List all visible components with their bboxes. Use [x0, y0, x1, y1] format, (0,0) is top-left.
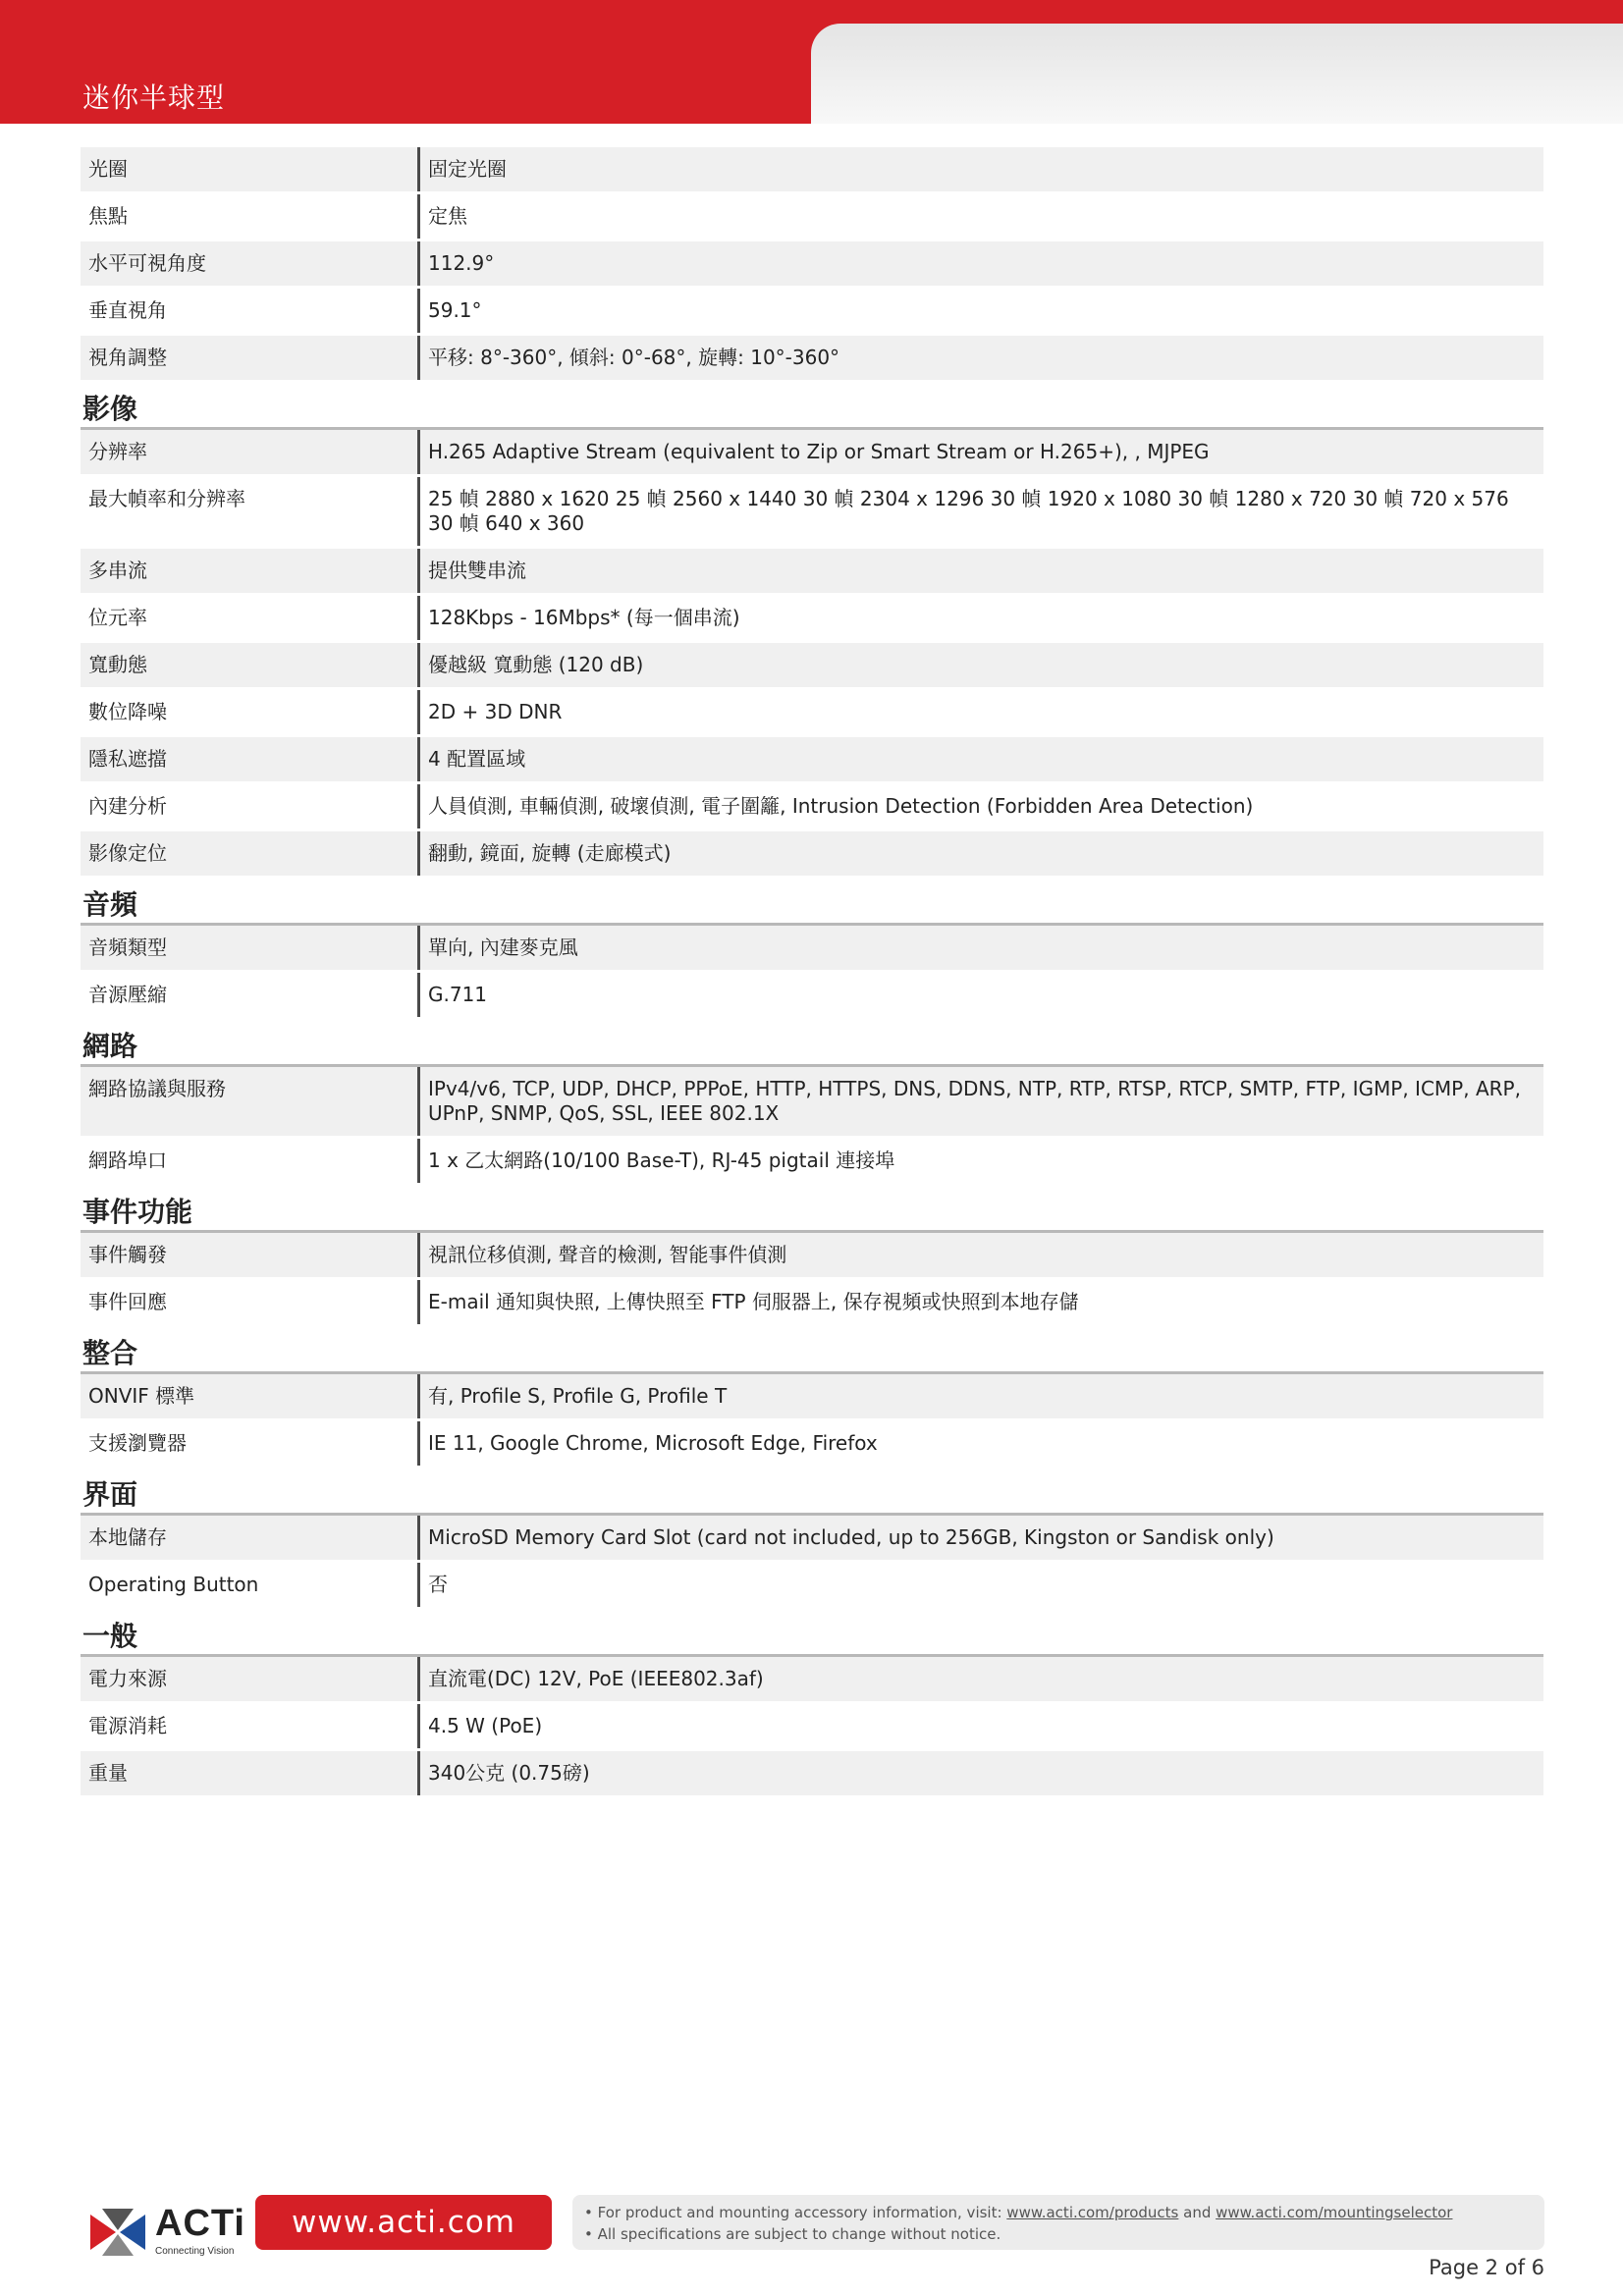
note-text: • For product and mounting accessory information, visit: [584, 2204, 1007, 2221]
spec-row [81, 737, 1543, 784]
spec-label: 最大幀率和分辨率 [88, 487, 245, 510]
spec-label: 數位降噪 [88, 700, 167, 723]
spec-row [81, 430, 1543, 477]
spec-row [81, 1280, 1543, 1327]
spec-label: 視角調整 [81, 336, 417, 380]
spec-value: 人員偵測, 車輛偵測, 破壞偵測, 電子圍籬, Intrusion Detection (Forbidden Area Detection) [417, 784, 1543, 828]
spec-label: 音頻類型 [81, 926, 417, 970]
spec-row [81, 1563, 1543, 1610]
spec-value: 112.9° [417, 241, 1543, 286]
spec-value: MicroSD Memory Card Slot (card not included, up to 256GB, Kingston or Sandisk only) [417, 1516, 1543, 1560]
logo-text: ACTi [155, 2203, 245, 2244]
spec-label: 音源壓縮 [88, 983, 167, 1006]
spec-label: 垂直視角 [88, 298, 167, 322]
spec-value: 否 [417, 1563, 1543, 1607]
spec-label: Operating Button [88, 1573, 259, 1596]
spec-value: 340公克 (0.75磅) [417, 1751, 1543, 1795]
spec-label: 寬動態 [81, 643, 417, 687]
spec-value: 1 x 乙太網路(10/100 Base-T), RJ-45 pigtail 連接埠 [417, 1139, 1543, 1183]
spec-label: 本地儲存 [81, 1516, 417, 1560]
spec-label: 焦點 [88, 204, 128, 228]
section-title: 界面 [81, 1468, 1543, 1516]
spec-row [81, 643, 1543, 690]
spec-row [81, 1704, 1543, 1751]
page-footer [0, 2179, 1623, 2296]
spec-label: 電力來源 [81, 1657, 417, 1701]
mounting-selector-link[interactable]: www.acti.com/mountingselector [1216, 2204, 1453, 2221]
spec-value: 固定光圈 [417, 147, 1543, 191]
spec-row [81, 1421, 1543, 1468]
acti-logo [88, 2203, 245, 2262]
section-title: 整合 [81, 1327, 1543, 1374]
spec-label: 重量 [81, 1751, 417, 1795]
spec-row [81, 289, 1543, 336]
spec-value: G.711 [417, 973, 1543, 1017]
spec-label: 影像定位 [81, 831, 417, 876]
acti-logo-icon [88, 2207, 147, 2258]
spec-value: IE 11, Google Chrome, Microsoft Edge, Firefox [417, 1421, 1543, 1466]
spec-label: 內建分析 [88, 794, 167, 818]
products-link[interactable]: www.acti.com/products [1006, 2204, 1179, 2221]
spec-value: E-mail 通知與快照, 上傳快照至 FTP 伺服器上, 保存視頻或快照到本地存儲 [417, 1280, 1543, 1324]
spec-value: 翻動, 鏡面, 旋轉 (走廊模式) [417, 831, 1543, 876]
spec-row [81, 1657, 1543, 1704]
spec-value: 4 配置區域 [417, 737, 1543, 781]
spec-value: 視訊位移偵測, 聲音的檢測, 智能事件偵測 [417, 1233, 1543, 1277]
section-title: 影像 [81, 383, 1543, 430]
spec-value: 定焦 [417, 194, 1543, 239]
spec-value: 直流電(DC) 12V, PoE (IEEE802.3af) [417, 1657, 1543, 1701]
spec-row [81, 690, 1543, 737]
spec-value: 平移: 8°-360°, 傾斜: 0°-68°, 旋轉: 10°-360° [417, 336, 1543, 380]
spec-label: 分辨率 [81, 430, 417, 474]
spec-row [81, 336, 1543, 383]
spec-row [81, 549, 1543, 596]
spec-value: IPv4/v6, TCP, UDP, DHCP, PPPoE, HTTP, HTTPS, DNS, DDNS, NTP, RTP, RTSP, RTCP, SMTP, FTP, IGMP, ICMP, ARP, UPnP, SNMP, QoS, SSL, IEEE 802.1X [417, 1067, 1543, 1136]
note-text: and [1178, 2204, 1217, 2221]
spec-row [81, 831, 1543, 879]
spec-row [81, 1067, 1543, 1139]
spec-label: ONVIF 標準 [81, 1374, 417, 1418]
section-title: 網路 [81, 1020, 1543, 1067]
spec-label: 事件回應 [88, 1290, 167, 1313]
spec-row [81, 1751, 1543, 1798]
spec-value: H.265 Adaptive Stream (equivalent to Zip or Smart Stream or H.265+), , MJPEG [417, 430, 1543, 474]
logo-tagline: Connecting Vision [155, 2246, 235, 2257]
spec-label: 網路埠口 [88, 1148, 167, 1172]
spec-table [81, 147, 1543, 1798]
spec-value: 2D + 3D DNR [417, 690, 1543, 734]
section-title: 一般 [81, 1610, 1543, 1657]
spec-label: 隱私遮擋 [81, 737, 417, 781]
spec-value: 有, Profile S, Profile G, Profile T [417, 1374, 1543, 1418]
spec-row [81, 973, 1543, 1020]
spec-value: 59.1° [417, 289, 1543, 333]
spec-row [81, 241, 1543, 289]
spec-row [81, 926, 1543, 973]
spec-value: 提供雙串流 [417, 549, 1543, 593]
footer-note-1 [584, 2202, 1533, 2223]
spec-label: 支援瀏覽器 [88, 1431, 187, 1455]
page-number: Page 2 of 6 [1429, 2256, 1544, 2279]
spec-row [81, 596, 1543, 643]
spec-value: 優越級 寬動態 (120 dB) [417, 643, 1543, 687]
spec-row [81, 1139, 1543, 1186]
page-header [0, 0, 1623, 124]
spec-value: 4.5 W (PoE) [417, 1704, 1543, 1748]
spec-value: 單向, 內建麥克風 [417, 926, 1543, 970]
spec-label: 網路協議與服務 [81, 1067, 417, 1136]
footer-note-2: • All specifications are subject to change without notice. [584, 2225, 1001, 2243]
footer-notes [572, 2195, 1544, 2250]
spec-row [81, 784, 1543, 831]
website-url[interactable]: www.acti.com [255, 2195, 552, 2250]
spec-value: 25 幀 2880 x 1620 25 幀 2560 x 1440 30 幀 2304 x 1296 30 幀 1920 x 1080 30 幀 1280 x 720 30 幀 720 x 576 30 幀 640 x 360 [417, 477, 1543, 546]
spec-row [81, 1516, 1543, 1563]
spec-label: 事件觸發 [81, 1233, 417, 1277]
spec-label: 光圈 [81, 147, 417, 191]
header-gray-tab [811, 24, 1623, 124]
spec-row [81, 194, 1543, 241]
section-title: 音頻 [81, 879, 1543, 926]
spec-row [81, 477, 1543, 549]
spec-label: 電源消耗 [88, 1714, 167, 1737]
spec-row [81, 1233, 1543, 1280]
page-title: 迷你半球型 [82, 81, 226, 114]
section-title: 事件功能 [81, 1186, 1543, 1233]
spec-row [81, 1374, 1543, 1421]
spec-row [81, 147, 1543, 194]
spec-label: 位元率 [88, 606, 147, 629]
spec-label: 水平可視角度 [81, 241, 417, 286]
spec-value: 128Kbps - 16Mbps* (每一個串流) [417, 596, 1543, 640]
spec-label: 多串流 [81, 549, 417, 593]
